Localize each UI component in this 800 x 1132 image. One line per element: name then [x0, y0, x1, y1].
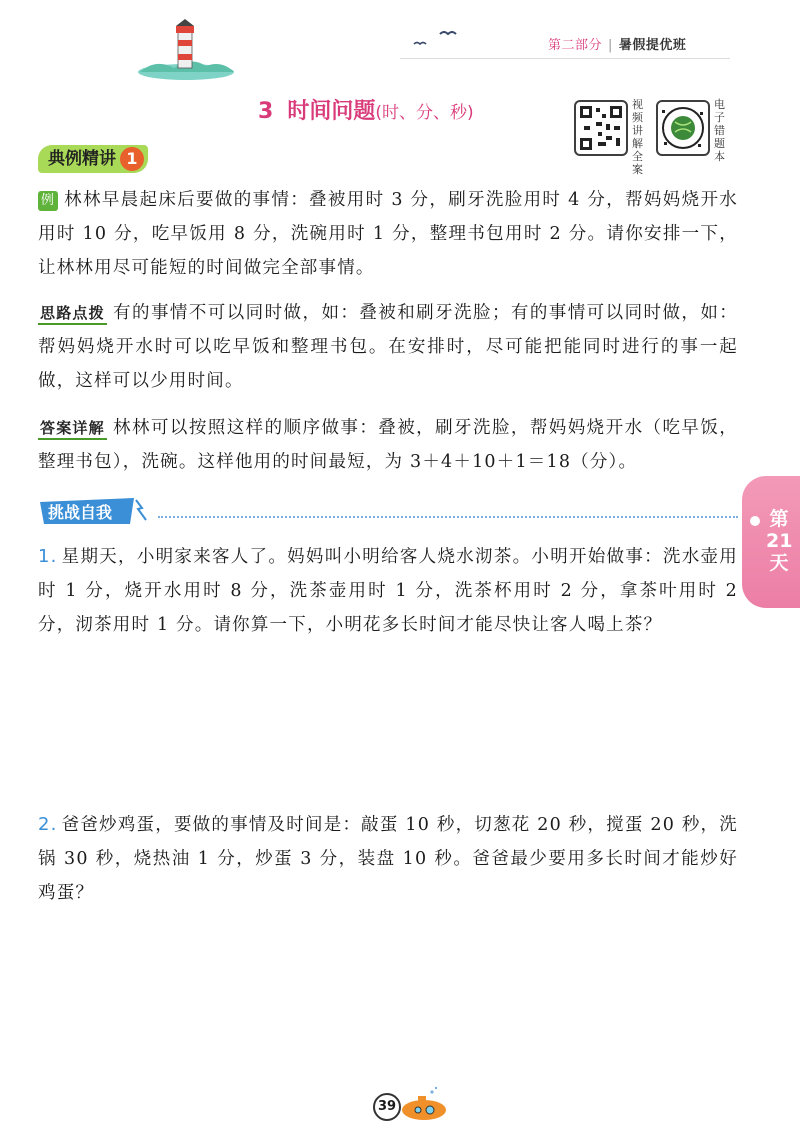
- example-problem: [38, 183, 738, 285]
- header-course: 暑假提优班: [618, 38, 687, 53]
- page-number: 39: [373, 1093, 401, 1121]
- example-tag-label: 典例精讲: [48, 149, 116, 169]
- hint-block: [38, 296, 738, 398]
- mistakes-qr-code[interactable]: [656, 100, 710, 156]
- challenge-banner: [38, 496, 148, 526]
- hint-text: 有的事情不可以同时做，如：叠被和刷牙洗脸；有的事情可以同时做，如：帮妈妈烧开水时可以吃早饭和整理书包。在安排时，尽可能把能同时进行的事一起做，这样可以少用时间。: [38, 303, 738, 391]
- answer-text: 林林可以按照这样的顺序做事：叠被，刷牙洗脸，帮妈妈烧开水（吃早饭，整理书包），洗碗。这样他用的时间最短，为 3＋4＋10＋1＝18（分）。: [38, 418, 738, 472]
- example-icon: 例: [38, 191, 58, 211]
- question-2-number: 2.: [38, 814, 58, 835]
- question-1-number: 1.: [38, 546, 58, 567]
- video-qr-code[interactable]: [574, 100, 628, 156]
- section-title-text: 时间问题: [287, 99, 376, 124]
- example-number-badge: 1: [120, 147, 144, 171]
- section-title: [258, 94, 474, 125]
- challenge-label: 挑战自我: [48, 503, 113, 522]
- video-qr-label: 视频讲解全案: [632, 98, 643, 176]
- challenge-divider: [158, 516, 738, 518]
- question-2-text: 爸爸炒鸡蛋，要做的事情及时间是：敲蛋 10 秒，切葱花 20 秒，搅蛋 20 秒，洗锅 30 秒，烧热油 1 分，炒蛋 3 分，装盘 10 秒。爸爸最少要用多长时间才能炒好鸡蛋？: [38, 815, 738, 903]
- lightning-icon: [136, 500, 146, 520]
- day-tab: [742, 476, 800, 608]
- example-problem-text: 林林早晨起床后要做的事情：叠被用时 3 分，刷牙洗脸用时 4 分，帮妈妈烧开水用时 10 分，吃早饭用 8 分，洗碗用时 1 分，整理书包用时 2 分。请你安排一下，让林林用尽可能短的时间做完全部事情。: [38, 190, 738, 278]
- header-part: 第二部分: [548, 38, 603, 53]
- example-tag: [38, 145, 148, 173]
- watermelon-qr-icon: [658, 102, 708, 154]
- mistakes-qr-label: 电子错题本: [714, 98, 725, 163]
- answer-block: [38, 411, 738, 479]
- question-1-text: 星期天，小明家来客人了。妈妈叫小明给客人烧水沏茶。小明开始做事：洗水壶用时 1 分，烧开水用时 8 分，洗茶壶用时 1 分，洗茶杯用时 2 分，拿茶叶用时 2 分，沏茶用时 1 分。请你算一下，小明花多长时间才能尽快让客人喝上茶？: [38, 547, 738, 635]
- header-divider: [400, 58, 730, 59]
- tab-dot-icon: [750, 516, 760, 526]
- answer-label: 答案详解: [38, 418, 107, 440]
- lighthouse-illustration: [136, 18, 236, 80]
- section-number: 3: [258, 99, 274, 124]
- running-header: 第二部分 | 暑假提优班: [548, 38, 687, 53]
- section-subtitle: (时、分、秒): [375, 103, 474, 123]
- qr-pattern-icon: [576, 102, 626, 154]
- question-2: [38, 808, 738, 910]
- question-1: [38, 540, 738, 642]
- birds-icon: [408, 28, 460, 50]
- hint-label: 思路点拨: [38, 303, 107, 325]
- day-tab-label: 第21天: [766, 508, 793, 574]
